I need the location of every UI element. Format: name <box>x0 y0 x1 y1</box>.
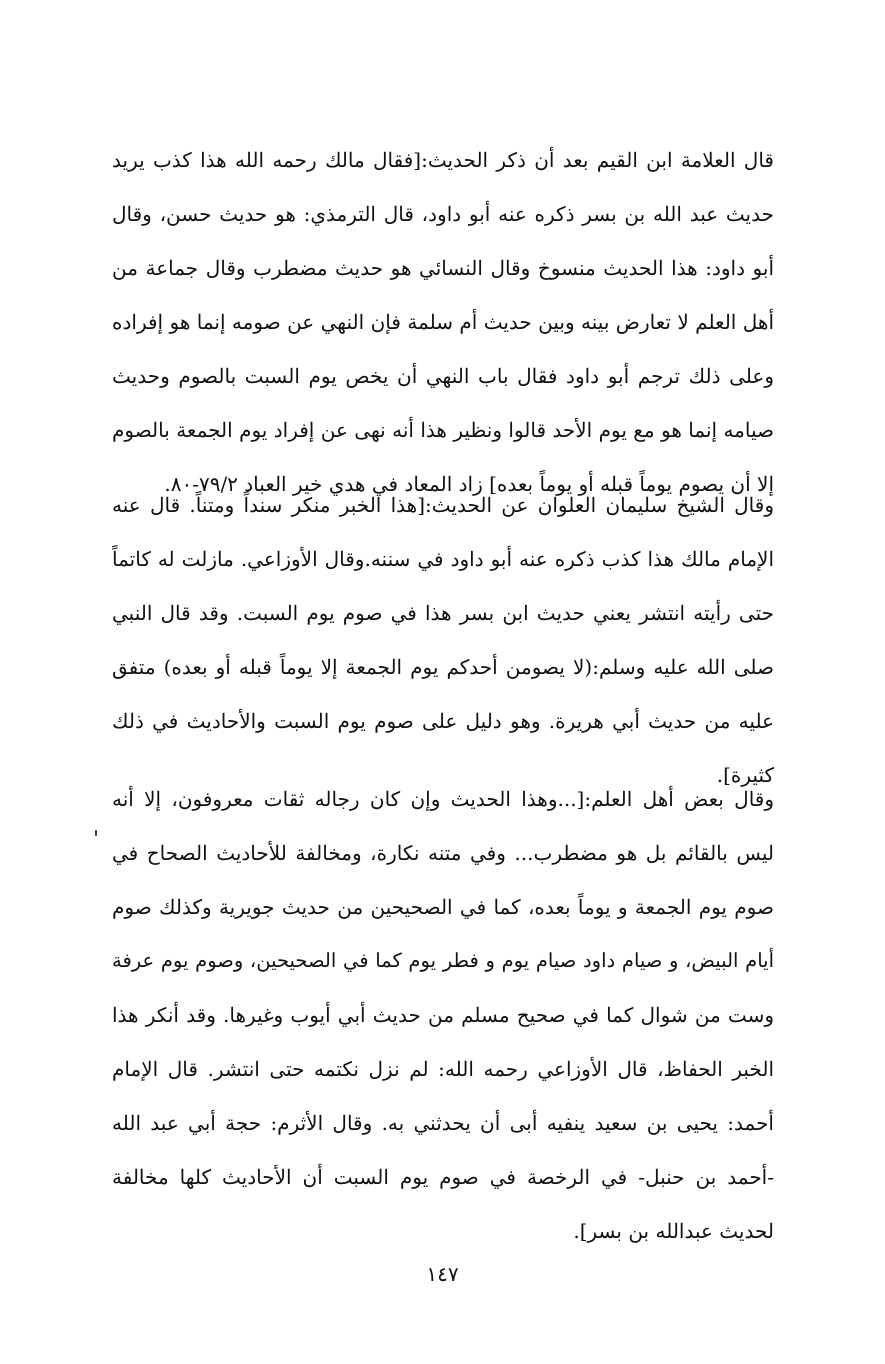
paragraph-line: أهل العلم لا تعارض بينه وبين حديث أم سلمة فإن النهي عن صومه إنما هو إفراده <box>112 310 774 334</box>
paragraph-scholars <box>112 772 774 1258</box>
paragraph-line: صلى الله عليه وسلم:(لا يصومن أحدكم يوم الجمعة إلا يوماً قبله أو بعده) متفق <box>112 655 774 679</box>
paragraph-line: الإمام مالك هذا كذب ذكره عنه أبو داود في سننه.وقال الأوزاعي. مازلت له كاتماً <box>112 547 774 571</box>
paragraph-line: كثيرة]. <box>716 763 774 787</box>
paragraph-line: إلا أن يصوم يوماً قبله أو يوماً بعده] زاد المعاد في هدي خير العباد ٧٩/٢-٨٠. <box>164 472 774 496</box>
paragraph-line: -أحمد بن حنبل- في الرخصة في صوم يوم السبت أن الأحاديث كلها مخالفة <box>112 1165 774 1189</box>
paragraph-line: حتى رأيته انتشر يعني حديث ابن بسر هذا في صوم يوم السبت. وقد قال النبي <box>112 601 774 625</box>
paragraph-line: أحمد: يحيى بن سعيد ينفيه أبى أن يحدثني به. وقال الأثرم: حجة أبي عبد الله <box>112 1111 774 1135</box>
paragraph-line: وقال بعض أهل العلم:[...وهذا الحديث وإن كان رجاله ثقات معروفون، إلا أنه <box>112 787 774 811</box>
paragraph-line: وست من شوال كما في صحيح مسلم من حديث أبي أيوب وغيرها. وقد أنكر هذا <box>112 1003 774 1027</box>
paragraph-line: ليس بالقائم بل هو مضطرب... وفي متنه نكارة، ومخالفة للأحاديث الصحاح في <box>112 841 774 865</box>
paragraph-line: لحديث عبدالله بن بسر]. <box>573 1219 774 1243</box>
paragraph-line: أبو داود: هذا الحديث منسوخ وقال النسائي هو حديث مضطرب وقال جماعة من <box>112 256 774 280</box>
paragraph-line: صيامه إنما هو مع يوم الأحد قالوا ونظير هذا أنه نهى عن إفراد يوم الجمعة بالصوم <box>112 418 774 442</box>
paragraph-line: حديث عبد الله بن بسر ذكره عنه أبو داود، قال الترمذي: هو حديث حسن، وقال <box>112 202 774 226</box>
paragraph-alolwan <box>112 478 774 802</box>
page-number: ١٤٧ <box>426 1262 459 1286</box>
paragraph-line: قال العلامة ابن القيم بعد أن ذكر الحديث:[فقال مالك رحمه الله هذا كذب يريد <box>112 148 774 172</box>
paragraph-line: عليه من حديث أبي هريرة. وهو دليل على صوم يوم السبت والأحاديث في ذلك <box>112 709 774 733</box>
paragraph-line: وقال الشيخ سليمان العلوان عن الحديث:[هذا الخبر منكر سنداً ومتناً. قال عنه <box>112 493 774 517</box>
paragraph-line: وعلى ذلك ترجم أبو داود فقال باب النهي أن يخص يوم السبت بالصوم وحديث <box>112 364 774 388</box>
margin-mark <box>95 830 97 836</box>
paragraph-ibn-qayyim <box>112 133 774 511</box>
paragraph-line: صوم يوم الجمعة و يوماً بعده، كما في الصحيحين من حديث جويرية وكذلك صوم <box>112 895 774 919</box>
paragraph-line: الخبر الحفاظ، قال الأوزاعي رحمه الله: لم نزل نكتمه حتى انتشر. قال الإمام <box>112 1057 774 1081</box>
paragraph-line: أيام البيض، و صيام داود صيام يوم و فطر يوم كما في الصحيحين، وصوم يوم عرفة <box>112 949 774 972</box>
